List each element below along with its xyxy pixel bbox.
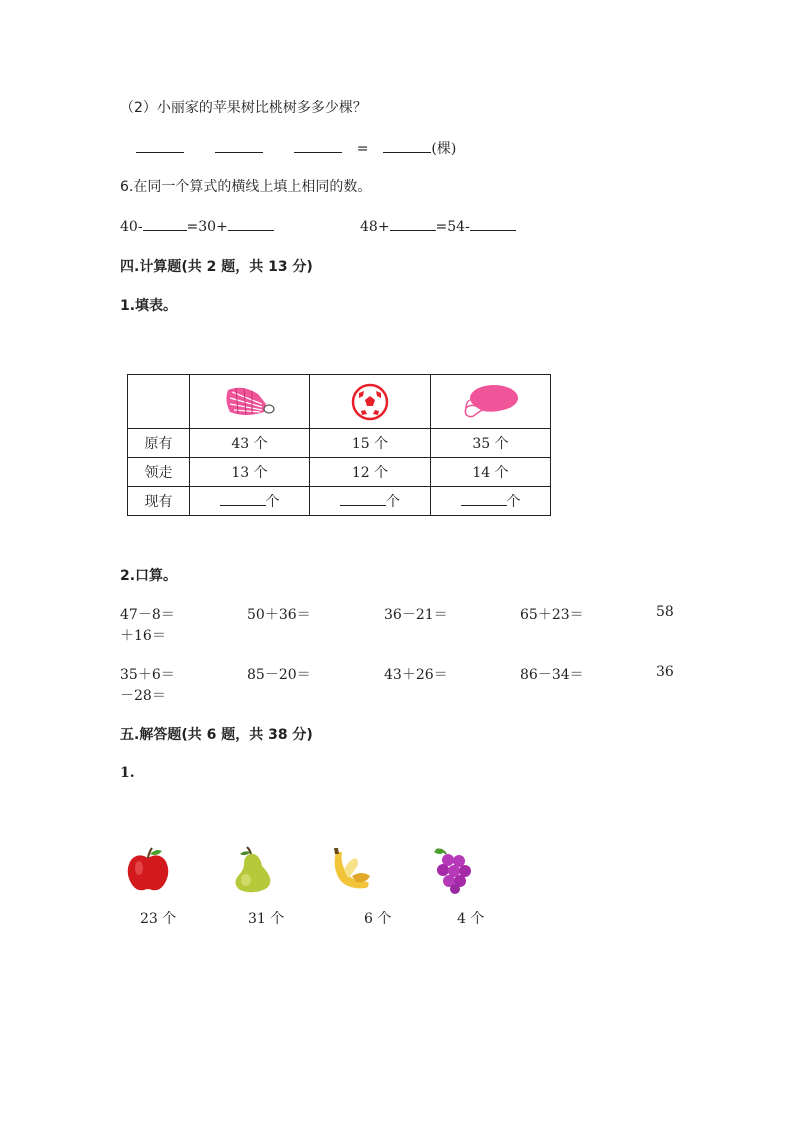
table-row — [128, 429, 551, 458]
table-header-shuttlecock — [190, 375, 310, 429]
unit-label: 个 — [506, 494, 521, 510]
banana-icon — [326, 846, 374, 894]
eq1-blank-1[interactable] — [143, 216, 187, 231]
table-header-paddle — [431, 375, 551, 429]
apple-figure — [124, 846, 172, 894]
row-label: 领走 — [128, 458, 190, 487]
fill-table — [127, 374, 551, 516]
fill-blank[interactable] — [461, 491, 507, 506]
table-cell-blank — [431, 487, 551, 516]
table-header-ball — [310, 375, 431, 429]
eq2-blank-2[interactable] — [470, 216, 516, 231]
pear-figure — [230, 846, 276, 894]
table-cell: 15 个 — [310, 429, 431, 458]
calc-item: 58 — [656, 604, 674, 620]
eq1-mid: =30+ — [186, 219, 228, 235]
calc-item-wrap: ＋16＝ — [120, 628, 166, 644]
section4-title: 四.计算题(共 2 题，共 13 分) — [120, 259, 313, 275]
grapes-icon — [430, 846, 476, 894]
table-cell: 13 个 — [190, 458, 310, 487]
calc-item-wrap: －28＝ — [120, 688, 166, 704]
calc-item: 85－20＝ — [247, 667, 311, 683]
calc-item: 65＋23＝ — [520, 607, 584, 623]
ping-pong-paddle-icon — [460, 382, 522, 422]
section4-q1-text: 1.填表。 — [120, 298, 178, 314]
row-label: 原有 — [128, 429, 190, 458]
table-cell: 43 个 — [190, 429, 310, 458]
calc-item: 43＋26＝ — [384, 667, 448, 683]
eq1-blank-2[interactable] — [228, 216, 274, 231]
table-cell-blank — [310, 487, 431, 516]
section4-q2-text: 2.口算。 — [120, 568, 178, 584]
table-row — [128, 487, 551, 516]
table-corner-cell — [128, 375, 190, 429]
apple-icon — [124, 846, 172, 894]
table-cell: 14 个 — [431, 458, 551, 487]
table-cell: 12 个 — [310, 458, 431, 487]
calc-item: 50＋36＝ — [247, 607, 311, 623]
eq2-mid: =54- — [435, 219, 470, 235]
eq2-left: 48+ — [360, 219, 390, 235]
q2-question-text: （2）小丽家的苹果树比桃树多多少棵？ — [120, 100, 367, 116]
answer-blank-1[interactable] — [136, 138, 184, 153]
equals-sign: = — [356, 141, 369, 157]
calc-item: 35＋6＝ — [120, 667, 175, 683]
unit-label: 个 — [386, 494, 400, 510]
eq2-blank-1[interactable] — [390, 216, 436, 231]
table-cell: 35 个 — [431, 429, 551, 458]
unit-label: (棵) — [431, 141, 457, 157]
q6-equation-2 — [360, 216, 516, 235]
q6-equation-1 — [120, 216, 274, 235]
q6-question-text: 6.在同一个算式的横线上填上相同的数。 — [120, 179, 372, 195]
shuttlecock-icon — [224, 382, 276, 422]
q2-answer-line — [136, 138, 456, 158]
grapes-figure — [430, 846, 476, 894]
fruit-count: 31 个 — [248, 911, 285, 927]
section5-title: 五.解答题(共 6 题，共 38 分) — [120, 727, 313, 743]
fruit-count: 4 个 — [457, 911, 485, 927]
table-row — [128, 458, 551, 487]
fill-blank[interactable] — [220, 491, 266, 506]
unit-label: 个 — [265, 494, 280, 510]
answer-blank-result[interactable] — [383, 138, 431, 153]
eq1-left: 40- — [120, 219, 143, 235]
answer-blank-2[interactable] — [215, 138, 263, 153]
table-cell-blank — [190, 487, 310, 516]
calc-item: 47－8＝ — [120, 607, 175, 623]
fruit-count: 6 个 — [364, 911, 392, 927]
calc-item: 36 — [656, 664, 674, 680]
answer-blank-3[interactable] — [294, 138, 342, 153]
row-label: 现有 — [128, 487, 190, 516]
calc-item: 36－21＝ — [384, 607, 448, 623]
soccer-ball-icon — [351, 383, 389, 421]
pear-icon — [230, 846, 276, 894]
section5-q1-text: 1. — [120, 765, 135, 781]
fill-blank[interactable] — [340, 491, 386, 506]
calc-item: 86－34＝ — [520, 667, 584, 683]
fruit-count: 23 个 — [140, 911, 177, 927]
banana-figure — [326, 846, 374, 894]
